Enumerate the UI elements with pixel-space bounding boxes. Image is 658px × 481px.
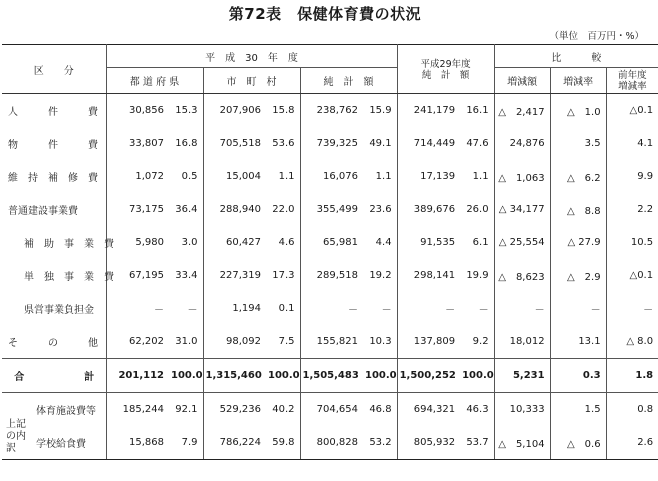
header-h30: 平 成 30 年 度 — [106, 45, 397, 68]
table-cell: 0.8 — [606, 393, 658, 427]
table-cell: 714,449 — [397, 127, 460, 160]
table-cell: 2.6 — [606, 426, 658, 460]
header-h29-line1: 平成29年度 — [420, 59, 471, 70]
table-cell: 53.6 — [272, 138, 295, 149]
table-cell: － — [106, 292, 169, 325]
table-cell: 17,139 — [397, 160, 460, 193]
row-label — [2, 193, 106, 226]
table-cell: 705,518 — [203, 127, 266, 160]
table-cell: △ 8.8 — [550, 193, 606, 226]
row-label-text: 県営事業負担金 — [24, 305, 94, 316]
table-cell: 19.2 — [369, 270, 392, 281]
table-row — [2, 259, 658, 292]
table-cell: 23.6 — [369, 204, 392, 215]
table-cell: 47.6 — [466, 138, 489, 149]
table-cell: 15.9 — [369, 105, 392, 116]
table-cell: 53.7 — [460, 426, 494, 460]
table-cell: 4.4 — [375, 237, 392, 248]
table-row — [2, 226, 658, 259]
table-cell: △ 8,623 — [494, 259, 550, 292]
table-cell: － — [300, 292, 363, 325]
table-cell: 4.1 — [606, 127, 658, 160]
row-label — [2, 325, 106, 359]
table-cell: 65,981 — [300, 226, 363, 259]
row-label — [2, 127, 106, 160]
table-cell: △ 5,104 — [494, 426, 550, 460]
table-cell: 16.1 — [466, 105, 489, 116]
table-cell: 18,012 — [494, 325, 550, 359]
table-cell: 1.1 — [278, 171, 295, 182]
table-row — [2, 127, 658, 160]
table-cell: 9.2 — [472, 336, 489, 347]
header-h29-line2: 純 計 額 — [421, 70, 470, 81]
header-zougen: 増減額 — [494, 68, 550, 94]
row-label — [2, 292, 106, 325]
table-cell: 16,076 — [300, 160, 363, 193]
table-cell: △0.1 — [606, 259, 658, 292]
table-cell: 694,321 — [397, 393, 460, 427]
table-cell: 7.5 — [278, 336, 295, 347]
header-kubun: 区 分 — [2, 45, 106, 94]
table-cell: 26.0 — [466, 204, 489, 215]
table-cell: 17.3 — [272, 270, 295, 281]
expenditure-table — [2, 44, 658, 460]
table-cell: 36.4 — [175, 204, 198, 215]
table-cell: 33,807 — [106, 127, 169, 160]
table-cell: 10,333 — [494, 393, 550, 427]
table-cell: 5,980 — [106, 226, 169, 259]
table-cell: 1.8 — [606, 359, 658, 393]
table-cell: 33.4 — [175, 270, 198, 281]
table-cell: 529,236 — [203, 393, 266, 427]
table-cell: 298,141 — [397, 259, 460, 292]
table-cell: 241,179 — [397, 94, 460, 128]
table-cell: 6.1 — [472, 237, 489, 248]
table-cell: 19.9 — [466, 270, 489, 281]
table-cell: 24,876 — [494, 127, 550, 160]
table-cell: 0.3 — [550, 359, 606, 393]
table-cell: － — [606, 292, 658, 325]
table-cell: 40.2 — [272, 404, 295, 415]
table-cell: 1,315,460 — [203, 359, 266, 393]
table-cell: 1.1 — [375, 171, 392, 182]
table-cell: 62,202 — [106, 325, 169, 359]
table-cell: 1.5 — [550, 393, 606, 427]
table-cell: 3.5 — [550, 127, 606, 160]
table-cell: 155,821 — [300, 325, 363, 359]
table-cell: △ 6.2 — [550, 160, 606, 193]
table-cell: 7.9 — [169, 426, 203, 460]
table-cell: 137,809 — [397, 325, 460, 359]
unit-note: （単位 百万円・%） — [549, 31, 644, 42]
table-cell: － — [381, 305, 392, 316]
table-cell: － — [397, 292, 460, 325]
row-label-text: 学校給食費 — [36, 439, 86, 450]
table-cell: △0.1 — [606, 94, 658, 128]
header-zougenritsu: 増減率 — [550, 68, 606, 94]
table-cell: 207,906 — [203, 94, 266, 128]
row-label-text: 補 助 事 業 費 — [24, 239, 114, 250]
table-cell: △ 1.0 — [550, 94, 606, 128]
table-cell: 786,224 — [203, 426, 266, 460]
table-cell: 73,175 — [106, 193, 169, 226]
table-cell: － — [187, 305, 198, 316]
table-cell: 355,499 — [300, 193, 363, 226]
table-cell: 100.0 — [266, 359, 300, 393]
table-cell: 238,762 — [300, 94, 363, 128]
table-cell: － — [550, 292, 606, 325]
table-cell: 185,244 — [106, 393, 169, 427]
table-cell: － — [478, 305, 489, 316]
table-cell: 289,518 — [300, 259, 363, 292]
table-row — [2, 94, 658, 128]
table-cell: 0.5 — [181, 171, 198, 182]
table-cell: △ 0.6 — [550, 426, 606, 460]
table-cell: 201,112 — [106, 359, 169, 393]
table-cell: 1,500,252 — [397, 359, 460, 393]
header-zennendo — [606, 68, 658, 94]
table-cell: 800,828 — [300, 426, 363, 460]
row-label — [2, 94, 106, 128]
table-cell: － — [494, 292, 550, 325]
table-cell: 30,856 — [106, 94, 169, 128]
table-cell: 46.3 — [466, 404, 489, 415]
table-cell: 3.0 — [181, 237, 198, 248]
table-cell: 805,932 — [397, 426, 460, 460]
row-label — [2, 259, 114, 292]
row-label — [2, 160, 106, 193]
table-cell: 227,319 — [203, 259, 266, 292]
table-cell: △ 27.9 — [550, 226, 606, 259]
table-cell: 704,654 — [300, 393, 363, 427]
table-cell: 5,231 — [494, 359, 550, 393]
table-cell: △ 1,063 — [494, 160, 550, 193]
table-cell: 49.1 — [369, 138, 392, 149]
table-row — [2, 426, 658, 460]
row-label-text: 物 件 費 — [8, 140, 98, 151]
table-row — [2, 193, 658, 226]
table-cell: 100.0 — [363, 359, 397, 393]
table-cell: 1,072 — [106, 160, 169, 193]
table-cell: 15.3 — [175, 105, 198, 116]
row-label-text: 維 持 補 修 費 — [8, 173, 98, 184]
row-label-text: 人 件 費 — [8, 107, 98, 118]
header-hikaku: 比 較 — [494, 45, 658, 68]
table-row — [2, 160, 658, 193]
row-label-text: 単 独 事 業 費 — [24, 272, 114, 283]
page-title: 第72表 保健体育費の状況 — [228, 5, 422, 23]
table-cell: 13.1 — [550, 325, 606, 359]
row-label-text: 体育施設費等 — [36, 406, 96, 417]
row-label-text: そ の 他 — [8, 338, 98, 349]
row-label — [2, 226, 114, 259]
table-cell: 15,004 — [203, 160, 266, 193]
table-cell: 1,194 — [203, 292, 266, 325]
row-label — [2, 359, 106, 393]
table-cell: 60,427 — [203, 226, 266, 259]
table-cell: △ 2.9 — [550, 259, 606, 292]
table-cell: 100.0 — [169, 359, 203, 393]
table-cell: △ 8.0 — [606, 325, 658, 359]
header-todofuken: 都 道 府 県 — [106, 68, 203, 94]
table-cell: 1.1 — [472, 171, 489, 182]
table-cell: 46.8 — [369, 404, 392, 415]
table-cell: 15.8 — [272, 105, 295, 116]
table-cell: △ 34,177 — [494, 193, 550, 226]
table-cell: 92.1 — [175, 404, 198, 415]
table-cell: 9.9 — [606, 160, 658, 193]
row-label-text: 合 計 — [14, 372, 95, 383]
table-cell: 31.0 — [175, 336, 198, 347]
table-row — [2, 359, 658, 393]
header-junkei: 純 計 額 — [300, 68, 397, 94]
table-cell: 16.8 — [175, 138, 198, 149]
table-cell: 10.5 — [606, 226, 658, 259]
table-cell: 15,868 — [106, 426, 169, 460]
header-zennendo-line2: 増減率 — [618, 80, 647, 92]
table-cell: 53.2 — [363, 426, 397, 460]
table-row — [2, 393, 658, 427]
table-cell: 10.3 — [369, 336, 392, 347]
header-zennendo-line1: 前年度 — [618, 69, 647, 81]
table-cell: 59.8 — [266, 426, 300, 460]
table-cell: 4.6 — [278, 237, 295, 248]
table-cell: 2.2 — [606, 193, 658, 226]
table-cell: 91,535 — [397, 226, 460, 259]
table-cell: 389,676 — [397, 193, 460, 226]
table-row — [2, 292, 658, 325]
header-shichoson: 市 町 村 — [203, 68, 300, 94]
table-cell: 98,092 — [203, 325, 266, 359]
table-cell: 22.0 — [272, 204, 295, 215]
table-row — [2, 325, 658, 359]
group-label: 上記の内訳 — [6, 419, 26, 454]
table-cell: △ 25,554 — [494, 226, 550, 259]
table-cell: △ 2,417 — [494, 94, 550, 128]
table-cell: 0.1 — [278, 303, 295, 314]
table-cell: 288,940 — [203, 193, 266, 226]
table-cell: 100.0 — [460, 359, 494, 393]
table-cell: 1,505,483 — [300, 359, 363, 393]
table-cell: 67,195 — [106, 259, 169, 292]
row-label-text: 普通建設事業費 — [8, 206, 78, 217]
table-cell: 739,325 — [300, 127, 363, 160]
header-h29 — [397, 45, 494, 94]
